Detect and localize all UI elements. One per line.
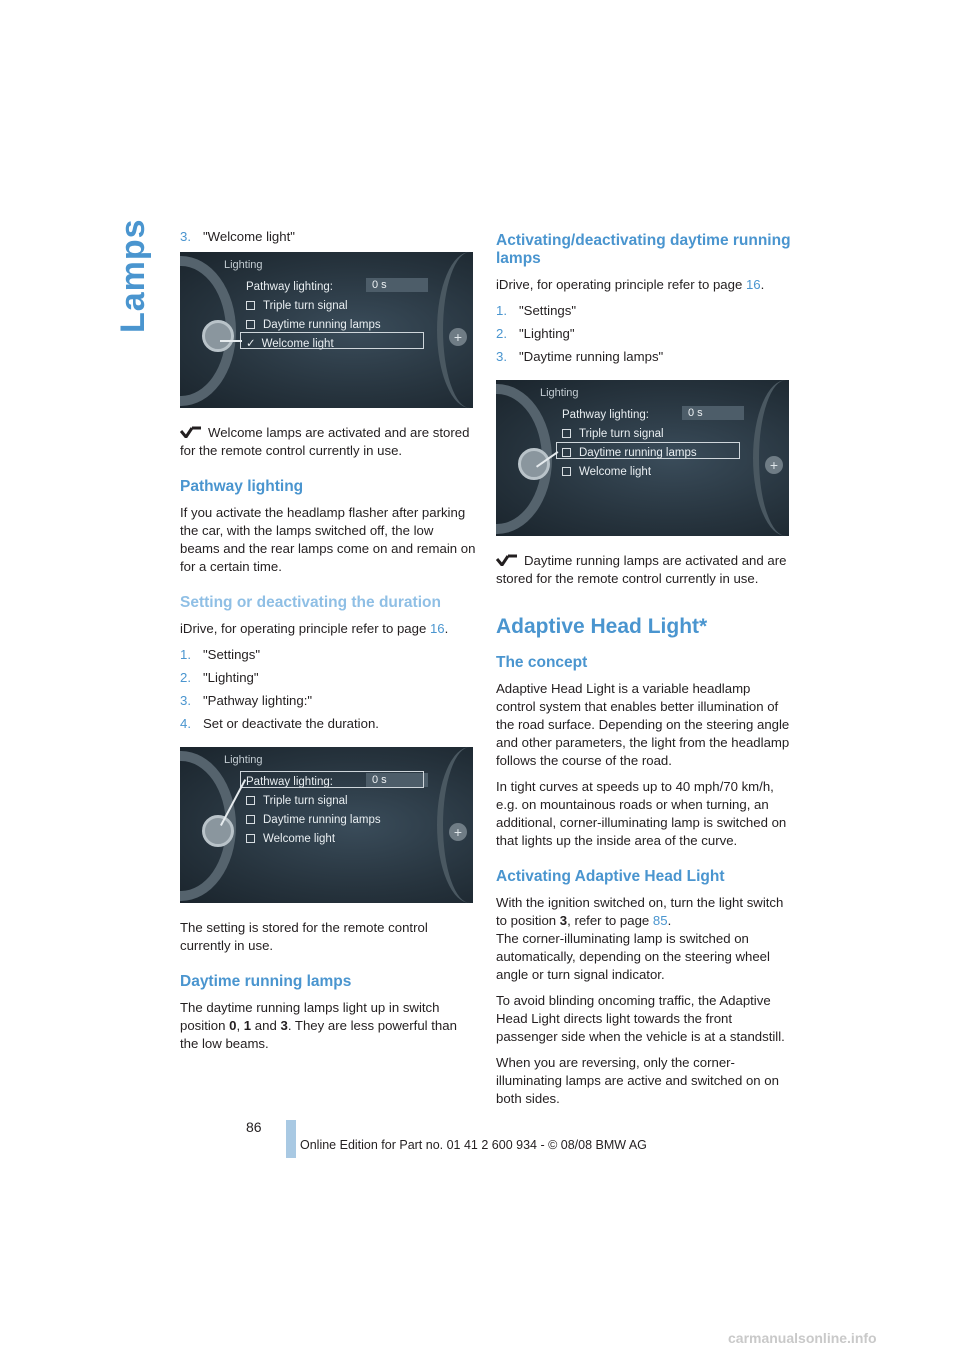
heading-adaptive-head-light: Adaptive Head Light* [496, 615, 708, 638]
watermark: carmanualsonline.info [728, 1330, 877, 1346]
daytime-paragraph: The daytime running lamps light up in switch position 0, 1 and 3. They are less powerful than the low beams. [180, 1000, 457, 1051]
plus-icon: + [449, 823, 467, 841]
section-title: Lamps [114, 218, 152, 333]
controller-knob-icon [518, 448, 550, 480]
step-item: 3. "Pathway lighting:" [180, 693, 313, 708]
activating-paragraph-1: With the ignition switched on, turn the light switch to position 3, refer to page 85. The corner-illuminating lamp is switched on automatically, depending on the steering wheel angle or turn signal indicator. [496, 895, 784, 982]
heading-daytime: Daytime running lamps [180, 973, 352, 990]
page-link[interactable]: 16 [429, 621, 445, 636]
heading-activate-daytime: Activating/deactivating daytime running lamps [496, 232, 791, 267]
stored-paragraph: The setting is stored for the remote control currently in use. [180, 920, 428, 953]
left-column [180, 228, 476, 1061]
step-item: 3. "Daytime running lamps" [496, 349, 664, 364]
screen-header: Lighting [224, 259, 263, 271]
step-item: 1. "Settings" [496, 303, 577, 318]
step-item: 4. Set or deactivate the duration. [180, 716, 379, 731]
concept-paragraph-2: In tight curves at speeds up to 40 mph/70 km/h, e.g. on mountainous roads or when turning, an additional, corner-illuminating lamp is switched on that lights up the inside area of the curve. [496, 779, 787, 848]
page-number: 86 [246, 1119, 262, 1135]
concept-paragraph-1: Adaptive Head Light is a variable headlamp control system that enables better illumination of the road surface. Depending on the steering angle and other parameters, the light from the headlamp follows the course of the road. [496, 681, 790, 768]
plus-icon: + [765, 456, 783, 474]
activating-paragraph-2: To avoid blinding oncoming traffic, the Adaptive Head Light directs light towards the front passenger side when the vehicle is at a standstill. [496, 993, 785, 1044]
page-link[interactable]: 16 [745, 277, 761, 292]
idrive-reference: iDrive, for operating principle refer to page 16. [496, 277, 765, 292]
right-column [496, 228, 792, 1116]
daytime-note: Daytime running lamps are activated and are stored for the remote control currently in use. [496, 553, 787, 586]
footer-bar [286, 1120, 296, 1158]
heading-concept: The concept [496, 654, 588, 671]
page-link[interactable]: 85 [652, 913, 668, 928]
checkmark-icon [180, 426, 202, 438]
pathway-paragraph: If you activate the headlamp flasher after parking the car, with the lamps switched off, the low beams and the rear lamps come on and remain on for a certain time. [180, 505, 476, 574]
heading-activating-ahl: Activating Adaptive Head Light [496, 868, 725, 885]
activating-paragraph-3: When you are reversing, only the corner-illuminating lamps are active and switched on on both sides. [496, 1055, 779, 1106]
checkmark-icon [496, 554, 518, 566]
step-item: 2. "Lighting" [180, 670, 259, 685]
heading-pathway-lighting: Pathway lighting [180, 478, 304, 495]
welcome-note: Welcome lamps are activated and are stored for the remote control currently in use. [180, 425, 470, 458]
idrive-screenshot-daytime: + Lighting Pathway lighting: 0 s Triple turn signal Daytime running lamps Welcome light [496, 380, 789, 536]
idrive-screenshot-pathway: + Lighting Pathway lighting: 0 s Triple turn signal Daytime running lamps Welcome light [180, 747, 473, 903]
controller-knob-icon [202, 815, 234, 847]
heading-duration: Setting or deactivating the duration [180, 594, 441, 611]
plus-icon: + [449, 328, 467, 346]
controller-knob-icon [202, 320, 234, 352]
idrive-reference: iDrive, for operating principle refer to page 16. [180, 621, 449, 636]
step-item: 1. "Settings" [180, 647, 261, 662]
step-item: 2. "Lighting" [496, 326, 575, 341]
idrive-screenshot-welcome: + Lighting Pathway lighting: 0 s Triple turn signal Daytime running lamps ✓ Welcome light [180, 252, 473, 408]
edition-footer: Online Edition for Part no. 01 41 2 600 934 - © 08/08 BMW AG [300, 1138, 647, 1152]
step-item: 3. "Welcome light" [180, 229, 295, 244]
